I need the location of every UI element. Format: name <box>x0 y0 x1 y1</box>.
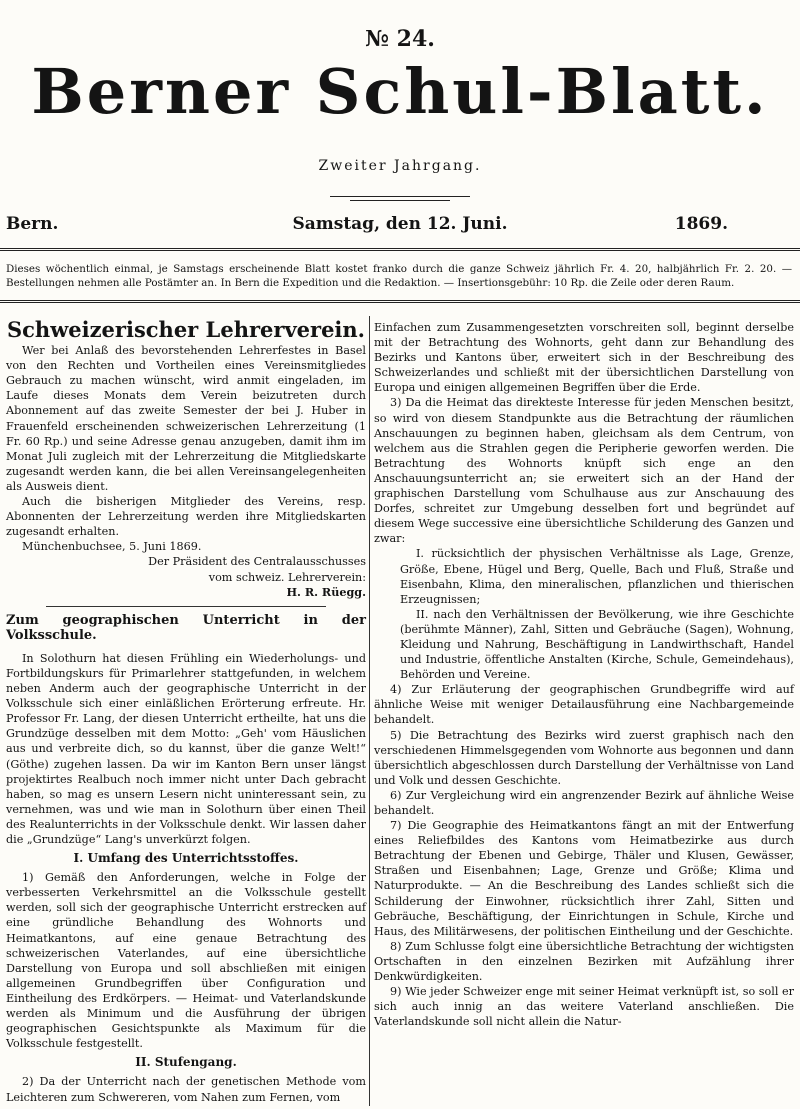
masthead-subtitle: Zweiter Jahrgang. <box>318 158 482 174</box>
paragraph: 6) Zur Vergleichung wird ein angrenzender Bezirk auf ähnliche Weise behandelt. <box>374 788 794 817</box>
heading-geographie: Zum geographischen Unterricht in der Volksschule. <box>6 612 366 643</box>
place-date: Münchenbuchsee, 5. Juni 1869. <box>22 540 202 554</box>
header-rule <box>0 248 800 251</box>
dateline-year: 1869. <box>674 214 728 234</box>
paragraph: Einfachen zum Zusammengesetzten vorschreiten soll, beginnt derselbe mit der Betrachtung des Wohnorts, geht dann zur Behandlung des Bezirks und Kantons über, erweitert sich in der Beschreibung des Schweizerlandes und schließt mit der übersichtlichen Darstellung von Europa und einigen allgemeinen Begriffen über die Erde. <box>374 321 794 395</box>
masthead-title: Berner Schul-Blatt. <box>31 55 769 128</box>
ornament-rule-2 <box>350 200 450 201</box>
paragraph: In Solothurn hat diesen Frühling ein Wiederholungs- und Fortbildungskurs für Primarlehrer stattgefunden, in welchem neben Anderm auch der geographische Unterricht in der Volksschule sich einer einläßlichen Erörterung erfreute. Hr. Professor Fr. Lang, der diesen Unterricht ertheilte, hat uns die Grundzüge desselben mit dem Motto: „Geh' vom Häuslichen aus und verbreite dich, so du kannst, über die ganze Welt!“ (Göthe) zugehen lassen. Da wir im Kanton Bern unser längst projektirtes Realbuch noch immer nicht unter Dach gebracht haben, so mag es unsern Lesern nicht uninteressant sein, zu vernehmen, was und wie man in Solothurn über einen Theil des Realunterrichts in der Volksschule denkt. Wir lassen daher die „Grundzüge“ Lang's unverkürzt folgen. <box>6 651 366 846</box>
section-heading: I. Umfang des Unterrichtsstoffes. <box>73 851 299 866</box>
paragraph: 7) Die Geographie des Heimatkantons fängt an mit der Entwerfung eines Reliefbildes des Kantons vom Heimatbezirke aus durch Betrachtung der Ebenen und Gebirge, Thäler und Klusen, Gewässer, Straßen und Eisenbahnen; Lage, Grenze und Größe; Klima und Naturprodukte. — An die Beschreibung des Landes schließt sich die Schilderung der Einwohner, rücksichtlich ihrer Zahl, Sitten und Gebräuche, Beschäftigung, der Einrichtungen in Schule, Kirche und Haus, des Militärwesens, der politischen Eintheilung und der Geschichte. <box>374 819 794 938</box>
section-heading: II. Stufengang. <box>135 1055 237 1070</box>
column-divider <box>369 316 370 1106</box>
list-item: I. rücksichtlich der physischen Verhältnisse als Lage, Grenze, Größe, Ebene, Hügel und Berg, Quelle, Bach und Fluß, Straße und Eisenbahn, Klima, den mineralischen, pflanzlichen und thierischen Erzeugnissen; <box>400 547 794 606</box>
right-column <box>374 320 794 1029</box>
subscription-notice: Dieses wöchentlich einmal, je Samstags erscheinende Blatt kostet franko durch die ganze Schweiz jährlich Fr. 4. 20, halbjährlich Fr. 2. 20. — Bestellungen nehmen alle Postämter an. In Bern die Expedition und die Redaktion. — Insertionsgebühr: 10 Rp. die Zeile oder deren Raum. <box>6 263 792 289</box>
issue-number: № 24. <box>365 26 435 52</box>
paragraph: Auch die bisherigen Mitglieder des Vereins, resp. Abonnenten der Lehrerzeitung werden ihre Mitgliedskarten zugesandt erhalten. <box>6 495 366 539</box>
heading-lehrerverein: Schweizerischer Lehrerverein. <box>6 317 365 342</box>
paragraph: 9) Wie jeder Schweizer enge mit seiner Heimat verknüpft ist, so soll er sich auch innig an das weitere Vaterland anschließen. Die Vaterlandskunde soll nicht allein die Natur- <box>374 985 794 1029</box>
dateline-place: Bern. <box>6 214 59 234</box>
paragraph: Wer bei Anlaß des bevorstehenden Lehrerfestes in Basel von den Rechten und Vortheilen eines Vereinsmitgliedes Gebrauch zu machen wünscht, wird anmit eingeladen, im Laufe dieses Monats dem Verein beizutreten durch Abonnement auf das zweite Semester der bei J. Huber in Frauenfeld erscheinenden schweizerischen Lehrerzeitung (1 Fr. 60 Rp.) und seine Adresse genau anzugeben, damit ihm im Monat Juli zugleich mit der Lehrerzeitung die Mitgliedskarte zugesandt werden kann, die bei allen Vereinsangelegenheiten als Ausweis dient. <box>6 344 366 493</box>
paragraph: 4) Zur Erläuterung der geographischen Grundbegriffe wird auf ähnliche Weise mit weniger Detailausführung eine Nachbargemeinde behandelt. <box>374 683 794 727</box>
list-item: II. nach den Verhältnissen der Bevölkerung, wie ihre Geschichte (berühmte Männer), Zahl, Sitten und Gebräuche (Sagen), Wohnung, Kleidung und Nahrung, Beschäftigung in Landwirthschaft, Handel und Industrie, öffentliche Anstalten (Kirche, Schule, Gemeindehaus), Behörden und Vereine. <box>400 607 794 682</box>
left-column <box>6 317 366 1105</box>
signature-line: Der Präsident des Centralausschusses <box>148 555 366 569</box>
paragraph: 1) Gemäß den Anforderungen, welche in Folge der verbesserten Verkehrsmittel an die Volksschule gestellt werden, soll sich der geographische Unterricht erstrecken auf eine gründliche Behandlung des Wohnorts und Heimatkantons, auf eine genaue Betrachtung des schweizerischen Vaterlandes, auf eine übersichtliche Darstellung von Europa und soll abschließen mit einigen allgemeinen Grundbegriffen über Configuration und Eintheilung des Erdkörpers. — Heimat- und Vaterlandskunde werden als Minimum und die Ausführung der übrigen geographischen Gesichtspunkte als Maximum für die Volksschule festgestellt. <box>6 871 366 1051</box>
signature-name: H. R. Rüegg. <box>286 584 366 599</box>
paragraph: 3) Da die Heimat das direkteste Interesse für jeden Menschen besitzt, so wird von diesem Standpunkte aus die Betrachtung der räumlichen Anschauungen zu beginnen haben, gleichsam als dem Centrum, von welchem aus die Strahlen gegen die Peripherie geworfen werden. Die Betrachtung des Wohnorts knüpft sich enge an den Anschauungsunterricht an; sie erweitert sich an der Hand der graphischen Darstellung vom Schulhause aus zur Anschauung des Dorfes, schreitet zur Umgebung desselben fort und begründet auf diesem Wege successive eine übersichtliche Schilderung des Ganzen und zwar: <box>374 396 794 546</box>
section-rule <box>46 606 326 607</box>
notice-rule <box>0 300 800 303</box>
paragraph: 2) Da der Unterricht nach der genetischen Methode vom Leichteren zum Schwereren, vom Nahen zum Fernen, vom <box>6 1075 366 1104</box>
signature-line: vom schweiz. Lehrerverein: <box>208 570 366 584</box>
paragraph: 8) Zum Schlusse folgt eine übersichtliche Betrachtung der wichtigsten Ortschaften in den einzelnen Bezirken mit Aufzählung ihrer Denkwürdigkeiten. <box>374 939 794 984</box>
ornament-rule <box>330 196 470 197</box>
dateline-date: Samstag, den 12. Juni. <box>292 214 508 234</box>
paragraph: 5) Die Betrachtung des Bezirks wird zuerst graphisch nach den verschiedenen Himmelsgegenden vom Wohnorte aus begonnen und dann übersichtlich abgeschlossen durch Darstellung der Verhältnisse von Land und Volk und dessen Geschichte. <box>374 728 794 787</box>
